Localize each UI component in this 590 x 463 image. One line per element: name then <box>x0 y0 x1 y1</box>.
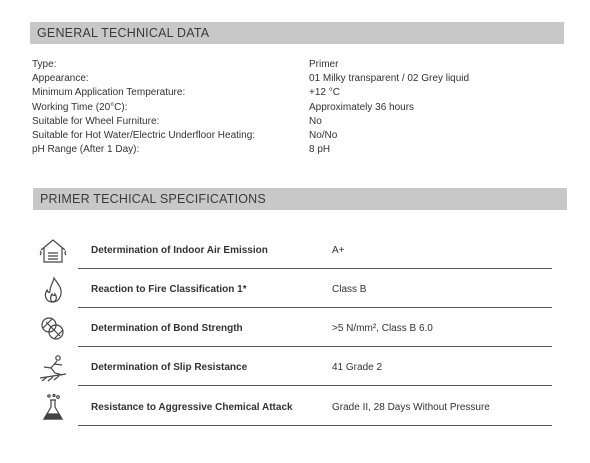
tech-row <box>32 129 469 143</box>
spec-name: Determination of Bond Strength <box>91 323 243 334</box>
spec-value: Class B <box>332 284 367 295</box>
tech-value: No <box>309 115 322 127</box>
tech-label: Minimum Application Temperature: <box>32 87 186 99</box>
general-technical-data-table <box>32 58 469 157</box>
general-technical-data-header <box>30 22 564 44</box>
tech-value: 01 Milky transparent / 02 Grey liquid <box>309 73 470 85</box>
tech-label: Appearance: <box>32 73 89 85</box>
spec-value: 41 Grade 2 <box>332 362 383 373</box>
row-divider <box>78 385 552 386</box>
tech-label: Suitable for Wheel Furniture: <box>32 115 160 127</box>
bond-strength-icon <box>38 314 68 344</box>
spec-name: Reaction to Fire Classification 1* <box>91 284 247 295</box>
tech-label: pH Range (After 1 Day): <box>32 144 140 156</box>
spec-row-chemical-attack <box>32 392 552 426</box>
spec-value: A+ <box>332 245 345 256</box>
spec-name: Determination of Slip Resistance <box>91 362 248 373</box>
spec-name: Determination of Indoor Air Emission <box>91 245 268 256</box>
chemical-flask-icon <box>38 393 68 423</box>
tech-value: 8 pH <box>309 144 331 156</box>
spec-name: Resistance to Aggressive Chemical Attack <box>91 402 293 413</box>
primer-specifications-header <box>33 188 567 210</box>
tech-label: Working Time (20°C): <box>32 101 128 113</box>
tech-label: Suitable for Hot Water/Electric Underfloor Heating: <box>32 130 256 142</box>
tech-value: +12 °C <box>309 87 340 99</box>
section-title: PRIMER TECHICAL SPECIFICATIONS <box>40 192 266 206</box>
tech-value: No/No <box>309 130 338 142</box>
house-emission-icon <box>38 236 68 266</box>
row-divider <box>78 346 552 347</box>
slip-resistance-icon <box>38 353 68 383</box>
tech-row <box>32 86 469 100</box>
tech-row <box>32 58 469 72</box>
tech-label: Type: <box>32 59 57 70</box>
spec-value: Grade II, 28 Days Without Pressure <box>332 402 490 413</box>
spec-row-fire-classification <box>32 274 552 308</box>
tech-value: Primer <box>309 59 339 70</box>
spec-row-slip-resistance <box>32 352 552 386</box>
tech-row <box>32 115 469 129</box>
spec-value: >5 N/mm², Class B 6.0 <box>332 323 433 334</box>
tech-row <box>32 72 469 86</box>
section-title: GENERAL TECHNICAL DATA <box>37 26 210 40</box>
tech-row <box>32 143 469 157</box>
spec-row-bond-strength <box>32 313 552 347</box>
tech-row <box>32 101 469 115</box>
row-divider <box>78 307 552 308</box>
row-divider <box>78 268 552 269</box>
row-divider <box>78 425 552 426</box>
flame-icon <box>38 275 68 305</box>
spec-row-indoor-air-emission <box>32 235 552 269</box>
tech-value: Approximately 36 hours <box>309 101 415 113</box>
